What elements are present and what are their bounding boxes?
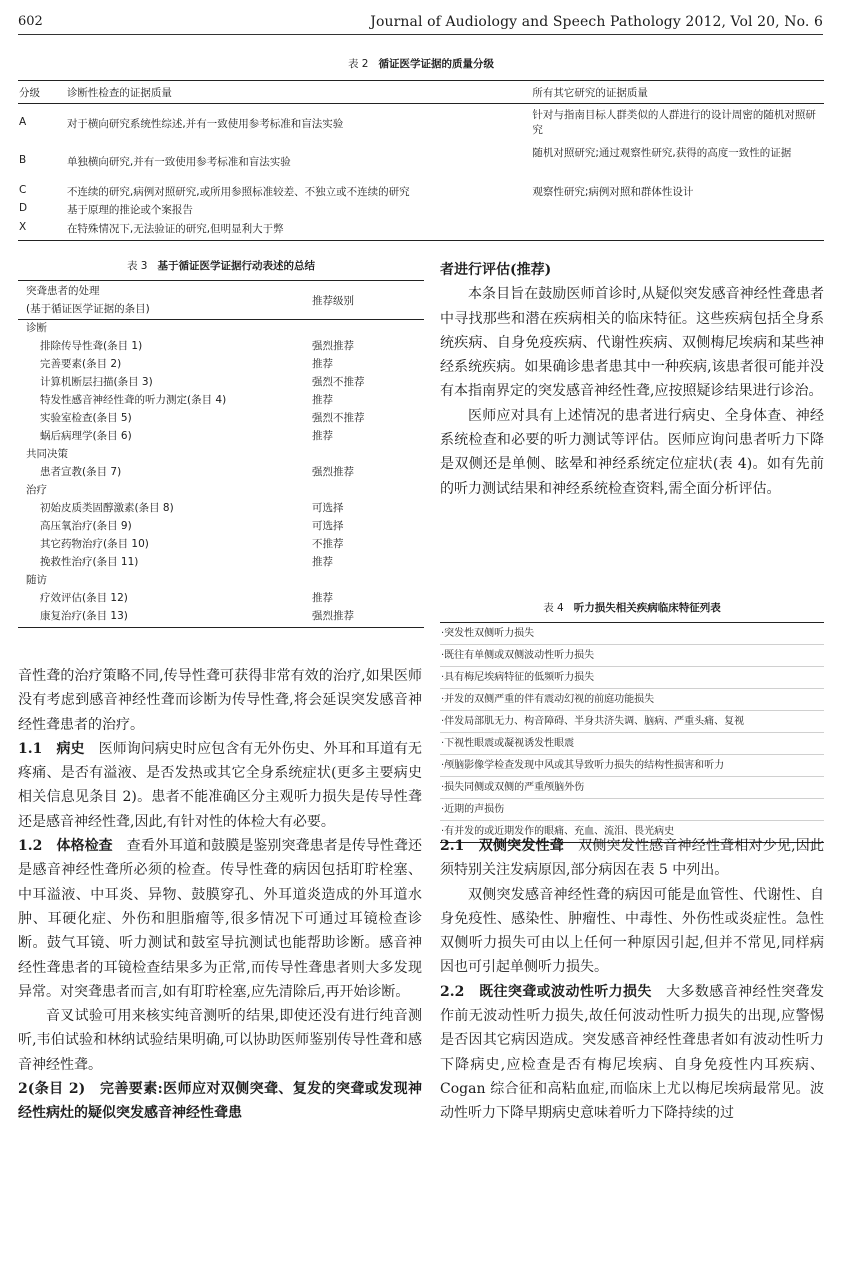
table-row xyxy=(18,142,824,180)
right-column-text-bottom xyxy=(440,834,824,1126)
paragraph: 本条目旨在鼓励医师首诊时,从疑似突发感音神经性聋患者中寻找那些和潜在疾病相关的临床特征。这些疾病包括全身系统疾病、自身免疫疾病、代谢性疾病、双侧梅尼埃病和某些神经系统疾病。如果确诊患者患其中一种疾病,该患者很可能并没有本指南界定的突发感音神经性聋,应按照疑诊结果进行诊治。 xyxy=(440,286,824,400)
table3-header-row xyxy=(18,281,424,320)
table2-grade: X xyxy=(19,220,27,233)
table3-item-label: 挽救性治疗(条目 11) xyxy=(40,555,139,568)
table3-caption-number: 表 3 xyxy=(126,260,148,272)
right-column-text-top xyxy=(440,258,824,501)
table3-item-rec: 强烈不推荐 xyxy=(312,375,365,388)
journal-running-title: Journal of Audiology and Speech Pathology 2012, Vol 20, No. 6 xyxy=(370,14,823,30)
table3-item-label: 患者宣教(条目 7) xyxy=(40,465,122,478)
table2-grade: D xyxy=(19,201,28,214)
list-item: ·突发性双侧听力损失 xyxy=(440,623,824,645)
table3-item-rec: 推荐 xyxy=(312,429,333,442)
table2-grade: B xyxy=(19,153,27,166)
table3-section-row xyxy=(18,320,424,338)
table3-section-title: 诊断 xyxy=(26,322,47,334)
table2-caption xyxy=(18,56,824,71)
table3-item-rec: 可选择 xyxy=(312,519,344,532)
table2-evidence-grades xyxy=(18,80,824,241)
table2-header-other: 所有其它研究的证据质量 xyxy=(532,81,824,104)
table3-item-label: 特发性感音神经性聋的听力测定(条目 4) xyxy=(40,393,227,406)
table2-other: 随机对照研究;通过观察性研究,获得的高度一致性的证据 xyxy=(532,146,792,159)
table3-item-rec: 强烈推荐 xyxy=(312,609,354,622)
section-text: 查看外耳道和鼓膜是鉴别突聋患者是传导性聋还是感音神经性聋所必须的检查。传导性聋的病因包括耵聍栓塞、中耳溢液、中耳炎、异物、鼓膜穿孔、外耳道炎造成的外耳道水肿、耳硬化症、外伤和胆脂瘤等,很多情况下可通过耳镜检查诊断。鼓气耳镜、听力测试和鼓室导抗测试也能帮助诊断。感音神经性聋患者的耳镜检查结果多为正常,而传导性聋患者则大多发现异常。对突聋患者而言,如有耵聍栓塞,应先清除后,再开始诊断。 xyxy=(18,838,423,1000)
table2-caption-number: 表 2 xyxy=(347,58,369,70)
table2-caption-title: 循证医学证据的质量分级 xyxy=(378,58,495,70)
table2-diagnostic: 对于横向研究系统性综述,并有一致使用参考标准和盲法实验 xyxy=(66,118,344,130)
table3-item-label: 初始皮质类固醇激素(条目 8) xyxy=(40,501,174,514)
table3-recommendation-summary xyxy=(18,280,424,628)
table-row xyxy=(18,608,424,628)
table-row xyxy=(18,392,424,410)
table3-item-label: 康复治疗(条目 13) xyxy=(40,609,128,622)
table3-caption-title: 基于循证医学证据行动表述的总结 xyxy=(157,260,316,272)
table-row xyxy=(18,464,424,482)
section-1-1 xyxy=(18,737,422,834)
table2-diagnostic: 单独横向研究,并有一致使用参考标准和盲法实验 xyxy=(66,155,291,168)
list-item: ·伴发局部肌无力、构音障碍、半身共济失调、脑病、严重头痛、复视 xyxy=(440,711,824,733)
table-row xyxy=(18,590,424,608)
table2-diagnostic: 在特殊情况下,无法验证的研究,但明显利大于弊 xyxy=(66,222,284,235)
section-text: 医师询问病史时应包含有无外伤史、外耳和耳道有无疼痛、是否有溢液、是否发热或其它全身系统症状(更多主要病史相关信息见条目 2)。患者不能准确区分主观听力损失是传导性聋还是感音神经性聋,因此,有针对性的体检大有必要。 xyxy=(18,740,423,830)
list-item: ·具有梅尼埃病特征的低频听力损失 xyxy=(440,667,824,689)
table4-caption-title: 听力损失相关疾病临床特征列表 xyxy=(573,602,721,614)
table-row xyxy=(18,200,824,219)
table-row xyxy=(18,518,424,536)
table3-item-rec: 推荐 xyxy=(312,591,333,604)
table-row xyxy=(18,428,424,446)
paragraph: 医师应对具有上述情况的患者进行病史、全身体查、神经系统检查和必要的听力测试等评估。医师应询问患者听力下降是双侧还是单侧、眩晕和神经系统定位症状(表 4)。如有先前的听力测试结果和神经系统检查资料,需全面分析评估。 xyxy=(440,407,824,497)
list-item: ·有并发的或近期发作的眼痛、充血、流泪、畏光病史 xyxy=(441,826,675,837)
section-heading: 1.1 病史 xyxy=(18,740,85,757)
table2-diagnostic: 不连续的研究,病例对照研究,或所用参照标准较差、不独立或不连续的研究 xyxy=(66,185,410,198)
table3-item-label: 计算机断层扫描(条目 3) xyxy=(40,375,153,388)
table3-item-rec: 强烈不推荐 xyxy=(312,411,365,424)
table3-section-row xyxy=(18,446,424,464)
table-row xyxy=(18,500,424,518)
table3-item-label: 实验室检查(条目 5) xyxy=(40,411,132,424)
table-row xyxy=(18,554,424,572)
table3-item-label: 疗效评估(条目 12) xyxy=(40,591,128,604)
section-text: 大多数感音神经性突聋发作前无波动性听力损失,故任何波动性听力损失的出现,应警惕是否因其它病因造成。突发感音神经性聋患者如有波动性听力下降病史,应检查是否有梅尼埃病、自身免疫性内耳疾病、Cogan 综合征和高粘血症,而临床上尤以梅尼埃病最常见。波动性听力下降早期病史意味着听力下降持续的过 xyxy=(440,983,825,1122)
paragraph: 音叉试验可用来核实纯音测听的结果,即使还没有进行纯音测听,韦伯试验和林纳试验结果明确,可以协助医师鉴别传导性聋和感音神经性聋。 xyxy=(18,1008,422,1073)
table3-section-row xyxy=(18,572,424,590)
table3-item-rec: 强烈推荐 xyxy=(312,465,354,478)
table2-other: 针对与指南目标人群类似的人群进行的设计周密的随机对照研究 xyxy=(532,109,816,136)
table2-other xyxy=(532,200,824,219)
section-2-heading-cont: 者进行评估(推荐) xyxy=(440,262,552,278)
table3-item-rec: 强烈推荐 xyxy=(312,339,354,352)
table4-clinical-features xyxy=(440,622,824,843)
table3-header-line2: (基于循证医学证据的条目) xyxy=(26,303,150,315)
table3-item-rec: 不推荐 xyxy=(312,537,344,550)
table3-item-label: 蜗后病理学(条目 6) xyxy=(40,429,132,442)
table3-item-rec: 可选择 xyxy=(312,501,344,514)
section-heading: 2.2 既往突聋或波动性听力损失 xyxy=(440,983,652,1000)
table-row xyxy=(18,180,824,200)
table3-header-rec: 推荐级别 xyxy=(312,294,354,307)
list-item: ·既往有单侧或双侧波动性听力损失 xyxy=(440,645,824,667)
section-1-2 xyxy=(18,834,422,1004)
table3-caption xyxy=(18,258,424,273)
section-text: 双侧突发性感音神经性聋相对少见,因此须特别关注发病原因,部分病因在表 5 中列出。 xyxy=(440,838,824,879)
table-row xyxy=(18,374,424,392)
left-column-text xyxy=(18,664,422,1126)
table-row xyxy=(18,338,424,356)
table-row xyxy=(18,219,824,241)
table3-item-label: 其它药物治疗(条目 10) xyxy=(40,537,149,550)
table2-grade: A xyxy=(19,116,27,128)
list-item: ·颅脑影像学检查发现中风或其导致听力损失的结构性损害和听力 xyxy=(440,755,824,777)
table3-section-row xyxy=(18,482,424,500)
table-row xyxy=(18,536,424,554)
table-row xyxy=(18,104,824,142)
table2-header-row xyxy=(18,81,824,104)
list-item: ·并发的双侧严重的伴有震动幻视的前庭功能损失 xyxy=(440,689,824,711)
table3-item-rec: 推荐 xyxy=(312,555,333,568)
list-item: ·损失同侧或双侧的严重颅脑外伤 xyxy=(440,777,824,799)
list-item: ·下视性眼震或凝视诱发性眼震 xyxy=(440,733,824,755)
table2-other: 观察性研究;病例对照和群体性设计 xyxy=(532,185,694,198)
table3-header-line1: 突聋患者的处理 xyxy=(26,285,100,297)
table2-diagnostic: 基于原理的推论或个案报告 xyxy=(66,203,193,216)
table3-section-title: 治疗 xyxy=(26,483,47,496)
table3-item-rec: 推荐 xyxy=(312,357,333,370)
table3-item-label: 排除传导性聋(条目 1) xyxy=(40,339,143,352)
table3-section-title: 随访 xyxy=(26,573,47,586)
table3-item-rec: 推荐 xyxy=(312,393,333,406)
table3-header-item xyxy=(18,281,312,320)
table3-item-label: 高压氧治疗(条目 9) xyxy=(40,519,132,532)
table3-item-label: 完善要素(条目 2) xyxy=(40,357,122,370)
table3-section-title: 共同决策 xyxy=(26,447,68,460)
table4-caption xyxy=(440,600,824,615)
section-heading: 2.1 双侧突发性聋 xyxy=(440,838,564,854)
paragraph: 音性聋的治疗策略不同,传导性聋可获得非常有效的治疗,如果医师没有考虑到感音神经性聋而诊断为传导性聋,将会延误突发感音神经性聋患者的治疗。 xyxy=(18,668,422,733)
table2-grade: C xyxy=(19,183,27,196)
table2-header-diagnostic: 诊断性检查的证据质量 xyxy=(67,81,532,104)
section-2-heading: 2(条目 2) 完善要素:医师应对双侧突聋、复发的突聋或发现神经性病灶的疑似突发感音神经性聋患 xyxy=(18,1081,422,1122)
list-item: ·近期的声损伤 xyxy=(440,799,824,821)
table-row xyxy=(18,356,424,374)
section-2-2 xyxy=(440,980,824,1126)
table-row xyxy=(18,410,424,428)
table2-header-grade: 分级 xyxy=(18,81,67,104)
paragraph: 双侧突发感音神经性聋的病因可能是血管性、代谢性、自身免疫性、感染性、肿瘤性、中毒性、外伤性或炎症性。急性双侧听力损失可由以上任何一种原因引起,但并不常见,同样病因也可引起单侧听力损失。 xyxy=(440,886,824,976)
section-heading: 1.2 体格检查 xyxy=(18,838,113,855)
table2-other xyxy=(532,219,824,241)
page-number: 602 xyxy=(18,14,43,29)
section-2-1 xyxy=(440,834,824,883)
page-header xyxy=(18,10,823,35)
table4-caption-number: 表 4 xyxy=(543,602,564,614)
